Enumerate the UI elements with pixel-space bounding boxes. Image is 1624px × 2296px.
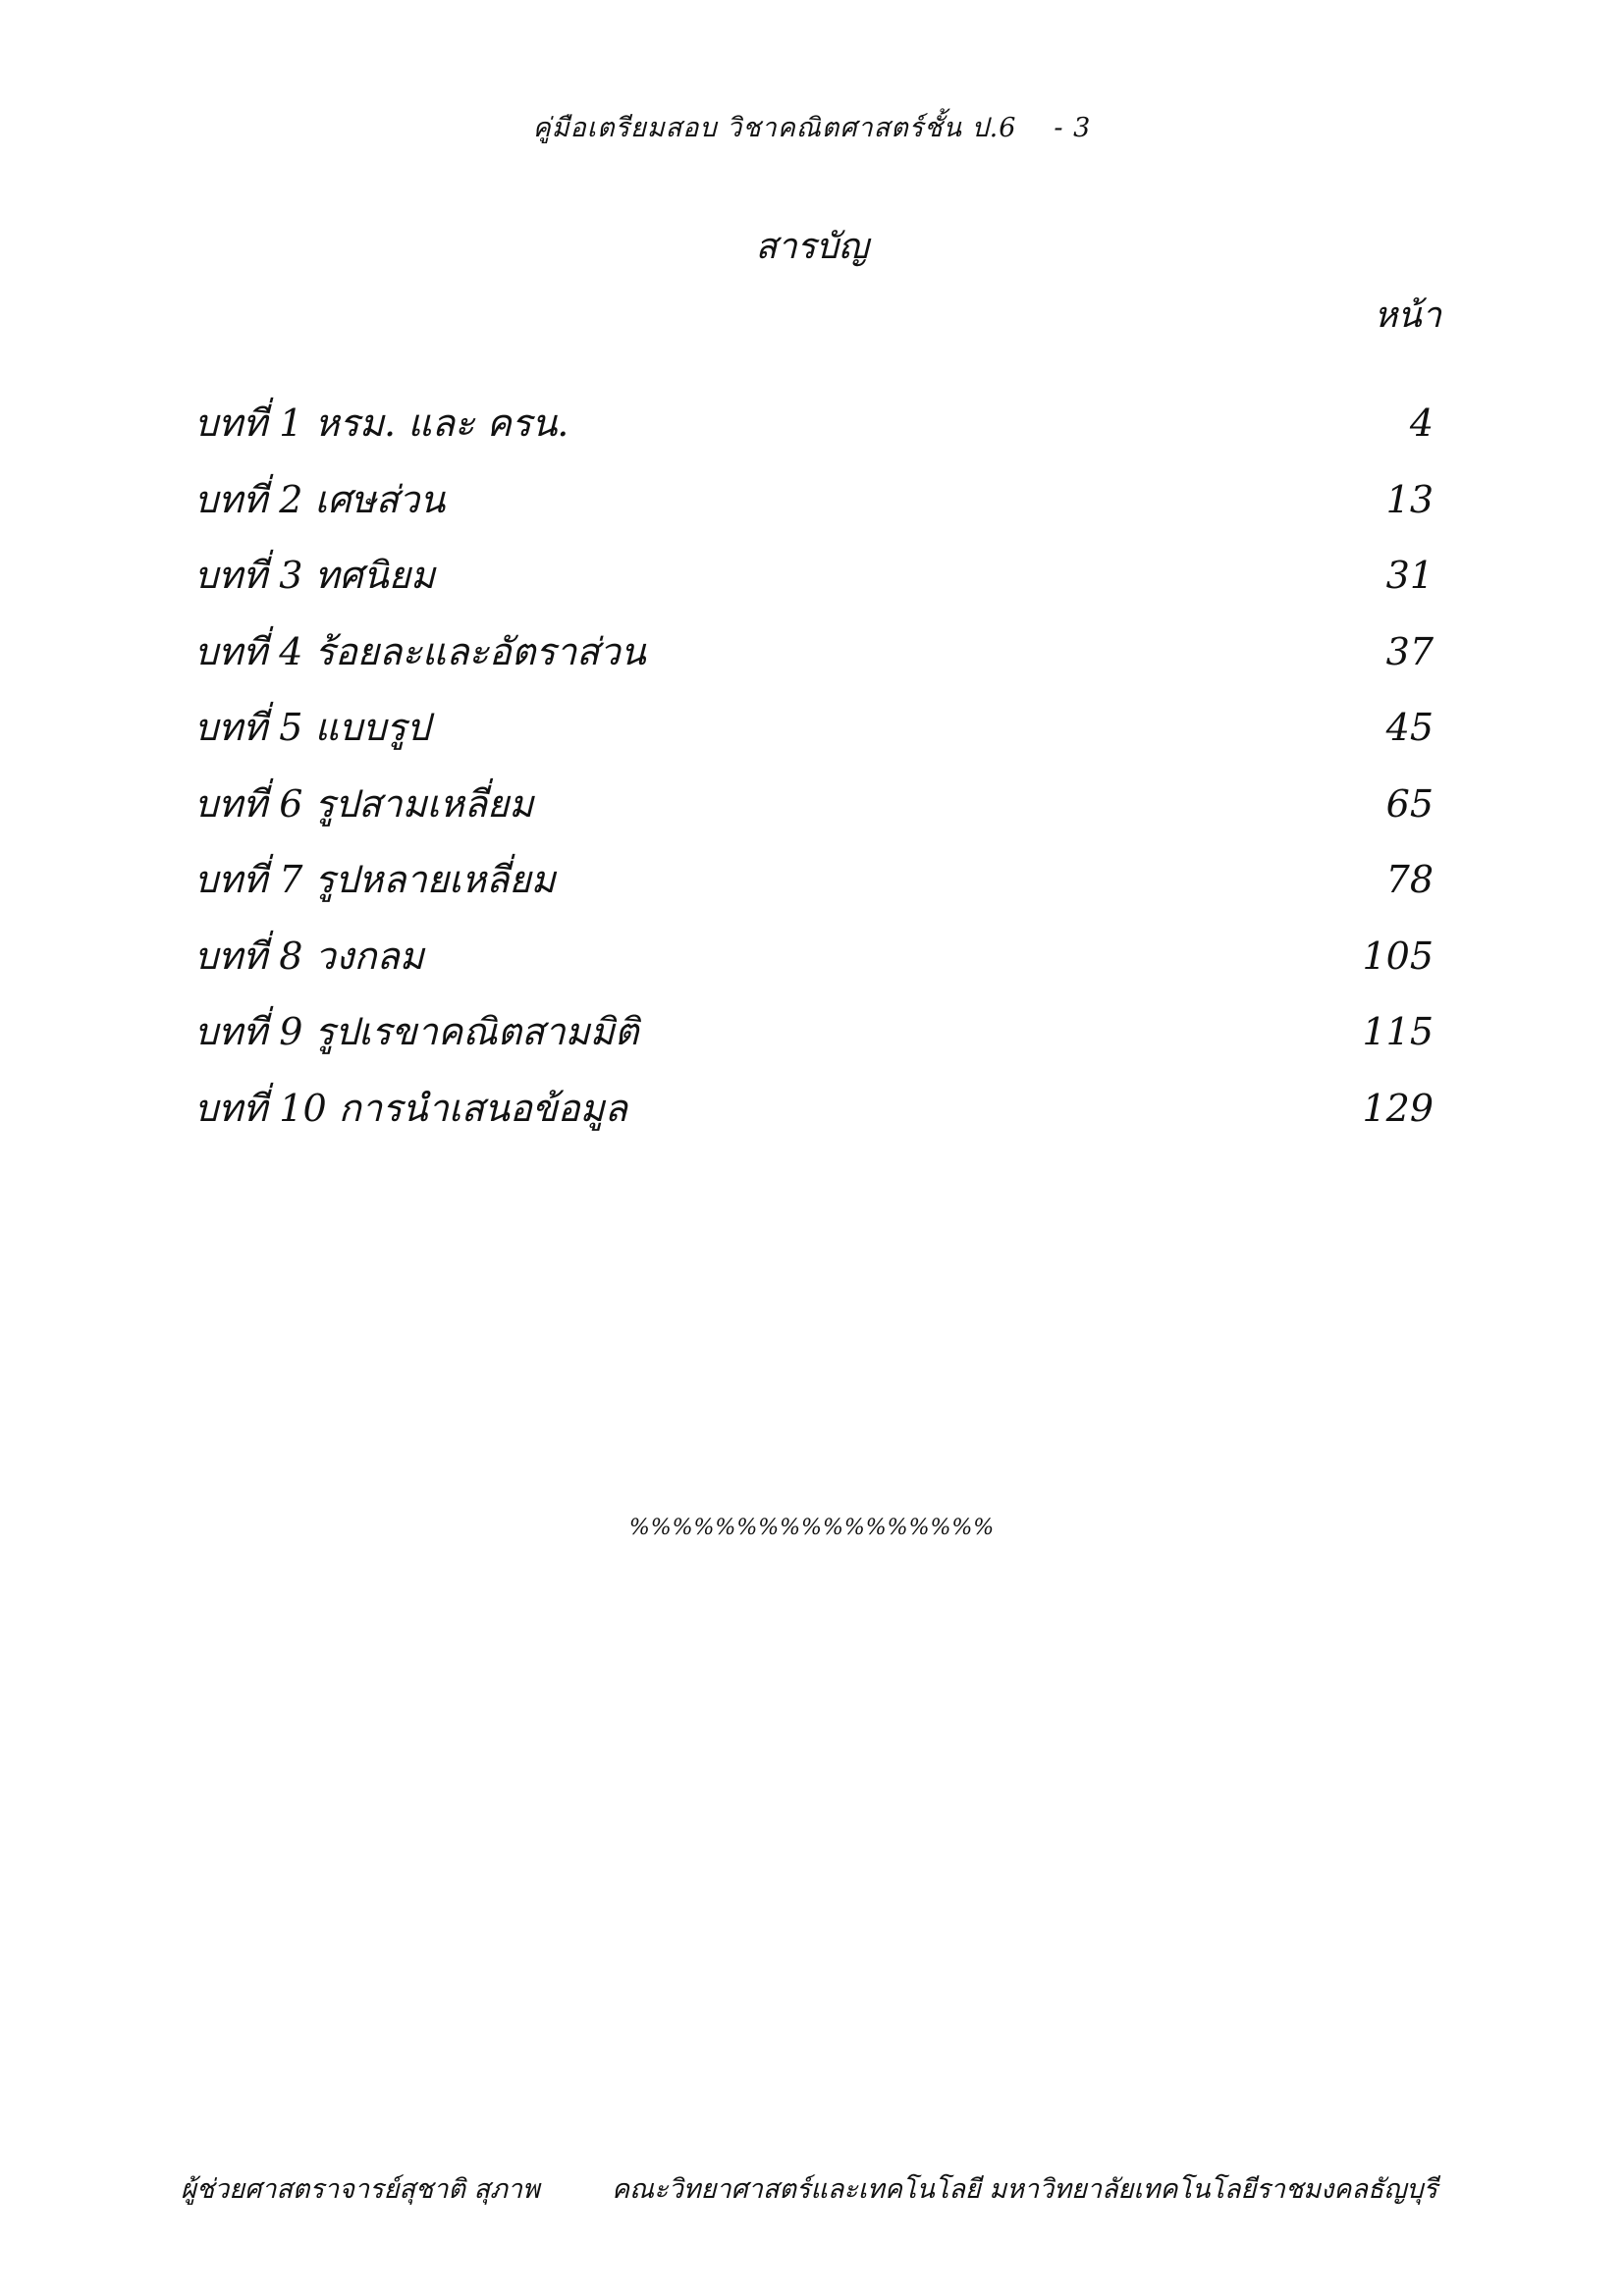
- toc-entry-page: 37: [1385, 629, 1434, 673]
- toc-entry: [194, 545, 1434, 621]
- page-column-label: หน้า: [1374, 295, 1441, 336]
- toc-entry: [194, 849, 1434, 926]
- toc-entry-page: 45: [1385, 706, 1434, 749]
- toc-entry-page: 129: [1362, 1086, 1434, 1130]
- footer-author: ผู้ช่วยศาสตราจารย์สุชาติ สุภาพ: [181, 2174, 540, 2205]
- toc-entry: [194, 469, 1434, 546]
- toc-entry: [194, 774, 1434, 850]
- section-separator: %%%%%%%%%%%%%%%%%: [628, 1516, 996, 1540]
- toc-entry-label: บทที่ 1 หรม. และ ครน.: [194, 401, 569, 445]
- toc-entry-page: 4: [1409, 401, 1434, 445]
- page-footer: [181, 2167, 1437, 2210]
- header-page-number: - 3: [1054, 113, 1092, 143]
- toc-entry-label: บทที่ 3 ทศนิยม: [194, 554, 436, 597]
- toc-title: สารบัญ: [755, 227, 869, 267]
- toc-entry: [194, 393, 1434, 469]
- toc-entry-label: บทที่ 8 วงกลม: [194, 934, 424, 978]
- footer-institution: คณะวิทยาศาสตร์และเทคโนโลยี มหาวิทยาลัยเทคโนโลยีราชมงคลธัญบุรี: [612, 2174, 1437, 2205]
- toc-entry-label: บทที่ 6 รูปสามเหลี่ยม: [194, 781, 534, 826]
- header-title: คู่มือเตรียมสอบ วิชาคณิตศาสตร์ชั้น ป.6: [532, 113, 1017, 143]
- toc-entry: [194, 926, 1434, 1002]
- toc-entry-page: 31: [1385, 554, 1434, 597]
- toc-entry-label: บทที่ 9 รูปเรขาคณิตสามมิติ: [194, 1010, 639, 1053]
- toc-entry-label: บทที่ 7 รูปหลายเหลี่ยม: [194, 858, 556, 901]
- toc-entry: [194, 621, 1434, 698]
- page-header: [0, 106, 1624, 148]
- table-of-contents: [194, 393, 1434, 1153]
- toc-entry-label: บทที่ 4 ร้อยละและอัตราส่วน: [194, 629, 646, 673]
- toc-entry: [194, 1001, 1434, 1078]
- toc-entry-page: 78: [1385, 858, 1434, 901]
- toc-entry-page: 115: [1362, 1010, 1434, 1053]
- toc-entry-page: 13: [1385, 477, 1434, 521]
- toc-entry-label: บทที่ 5 แบบรูป: [194, 706, 430, 749]
- toc-entry: [194, 1078, 1434, 1154]
- toc-entry: [194, 697, 1434, 774]
- toc-entry-label: บทที่ 2 เศษส่วน: [194, 477, 446, 521]
- toc-entry-page: 105: [1362, 934, 1434, 978]
- toc-entry-label: บทที่ 10 การนำเสนอข้อมูล: [194, 1086, 627, 1130]
- toc-entry-page: 65: [1385, 781, 1434, 826]
